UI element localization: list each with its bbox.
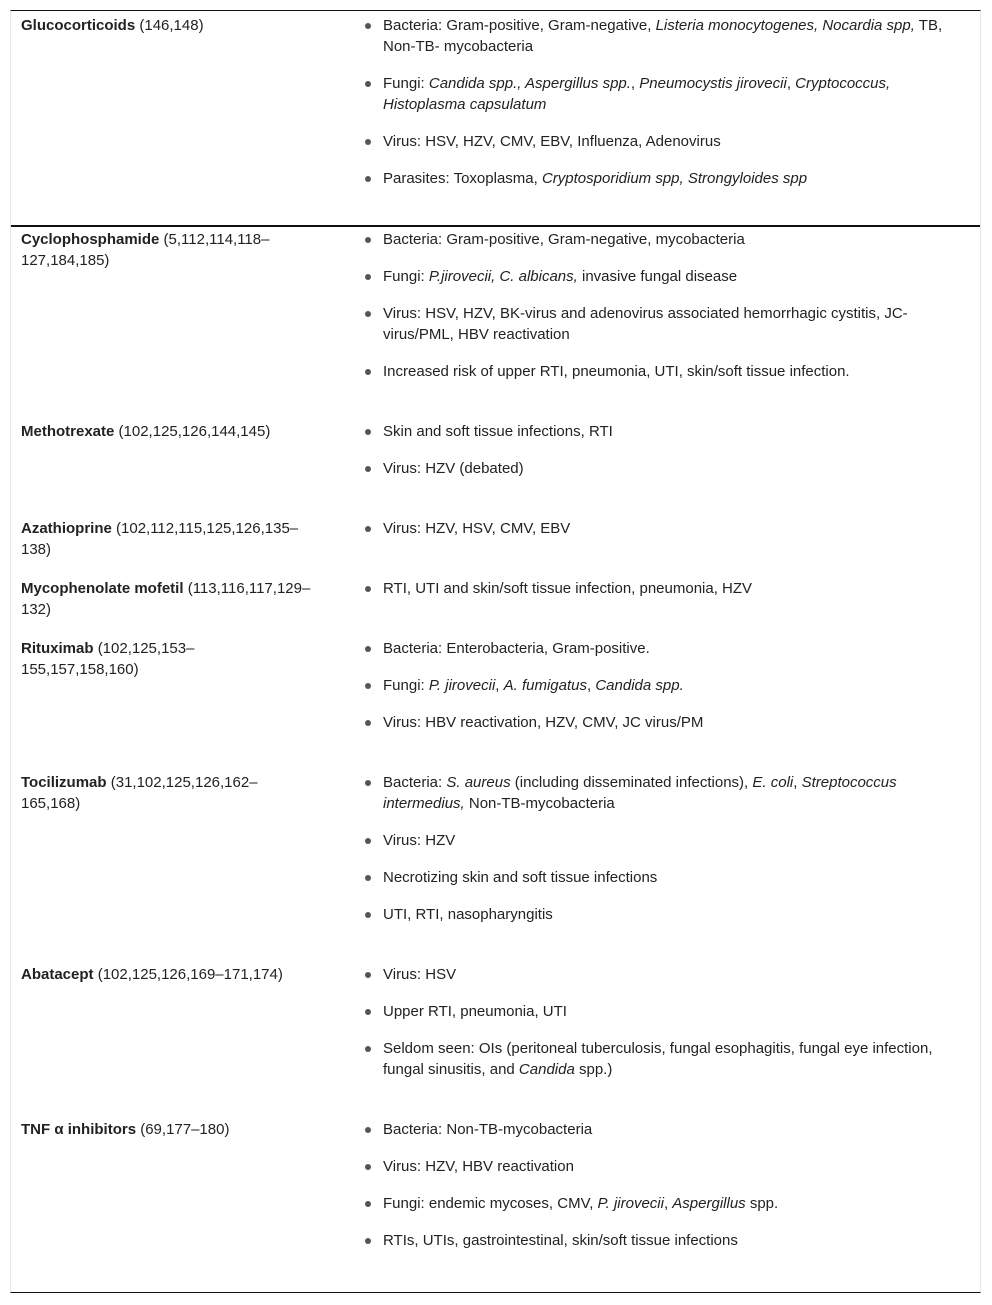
italic-term: Pneumocystis jirovecii: [639, 75, 787, 92]
list-item: [361, 229, 971, 250]
list-item: [361, 964, 971, 985]
drug-name: Cyclophosphamide: [21, 231, 160, 248]
drug-cell: [21, 772, 311, 814]
list-item: [361, 1119, 971, 1140]
item-text: TB, Non-TB- mycobacteria: [383, 17, 943, 55]
drug-refs: (31,102,125,126,162–165,168): [21, 774, 258, 812]
list-item: [361, 1001, 971, 1022]
item-text: UTI, RTI, nasopharyngitis: [383, 906, 553, 923]
drug-cell: [21, 15, 311, 36]
italic-term: Candida spp., Aspergillus spp.: [428, 75, 631, 92]
item-text: (including disseminated infections),: [510, 774, 753, 791]
italic-term: S. aureus: [446, 774, 511, 791]
infection-list: [361, 518, 971, 555]
item-text: Skin and soft tissue infections, RTI: [383, 423, 613, 440]
infection-list: [361, 638, 971, 749]
item-text: ,: [793, 774, 802, 791]
list-item: [361, 518, 971, 539]
item-text: invasive fungal disease: [577, 268, 738, 285]
item-text: Seldom seen: OIs (peritoneal tuberculosis, fungal esophagitis, fungal eye infection, fungal sinusitis, and: [383, 1040, 933, 1078]
list-item: [361, 1038, 971, 1080]
italic-term: Candida: [518, 1061, 575, 1078]
list-item: [361, 168, 971, 189]
italic-term: P.jirovecii, C. albicans,: [428, 268, 578, 285]
italic-term: Cryptococcus, Histoplasma capsulatum: [383, 75, 891, 113]
item-text: Bacteria: Enterobacteria, Gram-positive.: [383, 640, 650, 657]
list-item: [361, 361, 971, 382]
drug-refs: (102,125,126,169–171,174): [97, 966, 283, 983]
list-item: [361, 458, 971, 479]
list-item: [361, 1193, 971, 1214]
list-item: [361, 675, 971, 696]
list-item: [361, 131, 971, 152]
item-text: ,: [495, 677, 504, 694]
italic-term: P. jirovecii: [597, 1195, 664, 1212]
item-text: RTIs, UTIs, gastrointestinal, skin/soft tissue infections: [383, 1232, 738, 1249]
item-text: RTI, UTI and skin/soft tissue infection, pneumonia, HZV: [383, 580, 753, 597]
italic-term: Aspergillus: [672, 1195, 746, 1212]
item-text: Increased risk of upper RTI, pneumonia, UTI, skin/soft tissue infection.: [383, 363, 850, 380]
item-text: Fungi:: [383, 677, 429, 694]
infection-list: [361, 578, 971, 615]
item-text: spp.: [745, 1195, 779, 1212]
item-text: Fungi: endemic mycoses, CMV,: [383, 1195, 598, 1212]
item-text: Necrotizing skin and soft tissue infections: [383, 869, 658, 886]
drug-name: Azathioprine: [21, 520, 112, 537]
drug-refs: (102,125,126,144,145): [118, 423, 271, 440]
infection-list: [361, 772, 971, 941]
item-text: ,: [630, 75, 640, 92]
list-item: [361, 15, 971, 57]
italic-term: Listeria monocytogenes, Nocardia spp,: [655, 17, 915, 34]
italic-term: Cryptosporidium spp, Strongyloides spp: [541, 170, 808, 187]
item-text: Virus: HBV reactivation, HZV, CMV, JC virus/PM: [383, 714, 704, 731]
drug-cell: [21, 1119, 311, 1140]
list-item: [361, 712, 971, 733]
list-item: [361, 904, 971, 925]
item-text: Bacteria: Gram-positive, Gram-negative,: [383, 17, 656, 34]
infection-list: [361, 229, 971, 398]
drug-name: Mycophenolate mofetil: [21, 580, 184, 597]
infection-list: [361, 421, 971, 495]
drug-refs: (113,116,117,129–132): [21, 580, 311, 618]
italic-term: E. coli: [752, 774, 794, 791]
italic-term: Streptococcus intermedius,: [383, 774, 897, 812]
list-item: [361, 830, 971, 851]
infection-list: [361, 964, 971, 1096]
list-item: [361, 73, 971, 115]
table-row: [11, 225, 980, 380]
item-text: Virus: HZV, HBV reactivation: [383, 1158, 574, 1175]
item-text: ,: [786, 75, 796, 92]
item-text: Bacteria:: [383, 774, 447, 791]
infection-list: [361, 15, 971, 205]
drug-refs: (5,112,114,118–127,184,185): [21, 231, 270, 269]
drug-cell: [21, 578, 311, 620]
list-item: [361, 1230, 971, 1251]
item-text: Virus: HZV: [383, 832, 456, 849]
italic-term: P. jirovecii: [428, 677, 496, 694]
drug-name: TNF α inhibitors: [21, 1121, 137, 1138]
list-item: [361, 638, 971, 659]
item-text: Virus: HSV, HZV, BK-virus and adenovirus associated hemorrhagic cystitis, JC-virus/PML, HBV reactivation: [383, 305, 908, 343]
item-text: Bacteria: Non-TB-mycobacteria: [383, 1121, 593, 1138]
drug-cell: [21, 229, 311, 271]
drug-name: Abatacept: [21, 966, 94, 983]
item-text: Virus: HZV (debated): [383, 460, 524, 477]
infection-risk-table: [10, 10, 981, 1293]
item-text: ,: [587, 677, 596, 694]
item-text: ,: [663, 1195, 673, 1212]
list-item: [361, 578, 971, 599]
item-text: Bacteria: Gram-positive, Gram-negative, mycobacteria: [383, 231, 745, 248]
item-text: Virus: HSV, HZV, CMV, EBV, Influenza, Adenovirus: [383, 133, 721, 150]
drug-refs: (102,112,115,125,126,135–138): [21, 520, 299, 558]
item-text: spp.): [574, 1061, 613, 1078]
drug-cell: [21, 518, 311, 560]
item-text: Upper RTI, pneumonia, UTI: [383, 1003, 567, 1020]
italic-term: A. fumigatus: [503, 677, 587, 694]
item-text: Fungi:: [383, 268, 429, 285]
item-text: Virus: HSV: [383, 966, 457, 983]
item-text: Fungi:: [383, 75, 429, 92]
item-text: Non-TB-mycobacteria: [464, 795, 615, 812]
drug-cell: [21, 421, 311, 442]
list-item: [361, 1156, 971, 1177]
list-item: [361, 266, 971, 287]
list-item: [361, 421, 971, 442]
list-item: [361, 772, 971, 814]
drug-name: Methotrexate: [21, 423, 115, 440]
drug-refs: (146,148): [139, 17, 204, 34]
item-text: Virus: HZV, HSV, CMV, EBV: [383, 520, 571, 537]
drug-cell: [21, 964, 311, 985]
drug-name: Glucocorticoids: [21, 17, 136, 34]
drug-refs: (69,177–180): [140, 1121, 230, 1138]
list-item: [361, 867, 971, 888]
infection-list: [361, 1119, 971, 1267]
item-text: Parasites: Toxoplasma,: [383, 170, 542, 187]
list-item: [361, 303, 971, 345]
drug-name: Tocilizumab: [21, 774, 107, 791]
drug-name: Rituximab: [21, 640, 94, 657]
drug-cell: [21, 638, 311, 680]
italic-term: Candida spp.: [595, 677, 684, 694]
drug-refs: (102,125,153–155,157,158,160): [21, 640, 195, 678]
